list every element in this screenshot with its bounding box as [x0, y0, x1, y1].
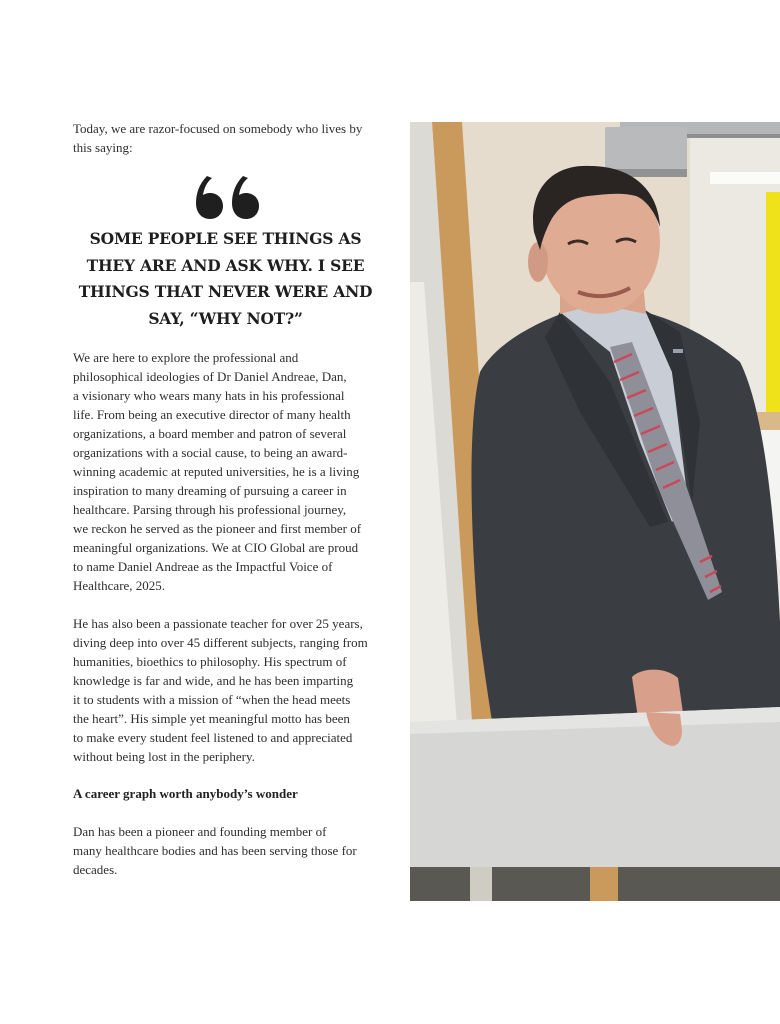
photo-floor-wood	[590, 867, 618, 901]
text-line: a visionary who wears many hats in his professional	[73, 388, 345, 403]
body-paragraph-1	[73, 348, 393, 595]
text-line: winning academic at reputed universities, he is a living	[73, 464, 360, 479]
text-line: many healthcare bodies and has been serving those for	[73, 843, 357, 858]
intro-paragraph	[73, 119, 393, 157]
text-line: decades.	[73, 862, 118, 877]
text-line: Healthcare, 2025.	[73, 578, 166, 593]
text-line: humanities, bioethics to philosophy. His spectrum of	[73, 654, 347, 669]
section-subheading: A career graph worth anybody’s wonder	[73, 786, 298, 801]
text-line: knowledge is far and wide, and he has been imparting	[73, 673, 354, 688]
pull-quote-line: SAY, “WHY NOT?”	[148, 308, 303, 328]
text-line: philosophical ideologies of Dr Daniel Andreae, Dan,	[73, 369, 347, 384]
text-line: it to students with a mission of “when the head meets	[73, 692, 351, 707]
portrait-photo	[410, 122, 780, 901]
body-paragraph-3	[73, 822, 393, 879]
photo-ceiling-light	[710, 172, 780, 184]
text-line: organizations with a social cause, to being an award-	[73, 445, 348, 460]
text-line: We are here to explore the professional and	[73, 350, 299, 365]
text-line: to name Daniel Andreae as the Impactful Voice of	[73, 559, 333, 574]
text-line: life. From being an executive director of many health	[73, 407, 351, 422]
text-line: diving deep into over 45 different subjects, ranging from	[73, 635, 368, 650]
text-line: this saying:	[73, 140, 133, 155]
quote-open-icon	[193, 172, 263, 222]
article-column	[73, 119, 393, 879]
text-line: meaningful organizations. We at CIO Global are proud	[73, 540, 359, 555]
text-line: Dan has been a pioneer and founding member of	[73, 824, 327, 839]
pull-quote-line: SOME PEOPLE SEE THINGS AS	[89, 229, 362, 248]
body-paragraph-2	[73, 614, 393, 766]
text-line: the heart”. His simple yet meaningful motto has been	[73, 711, 350, 726]
text-line: we reckon he served as the pioneer and first member of	[73, 521, 362, 536]
text-line: to make every student feel listened to and appreciated	[73, 730, 353, 745]
text-line: without being lost in the periphery.	[73, 749, 255, 764]
text-line: organizations, a board member and patron of several	[73, 426, 347, 441]
pull-quote-line: THEY ARE AND ASK WHY. I SEE	[86, 255, 365, 275]
text-line: inspiration to many dreaming of pursuing a career in	[73, 483, 347, 498]
photo-ear	[528, 242, 548, 282]
text-line: He has also been a passionate teacher for over 25 years,	[73, 616, 363, 631]
photo-lapel-pin	[673, 349, 683, 353]
text-line: healthcare. Parsing through his professional journey,	[73, 502, 347, 517]
pull-quote-line: THINGS THAT NEVER WERE AND	[78, 282, 373, 301]
photo-floor-panel	[470, 867, 492, 901]
portrait-illustration	[410, 122, 780, 901]
pull-quote	[73, 226, 378, 332]
text-line: Today, we are razor-focused on somebody who lives by	[73, 121, 363, 136]
